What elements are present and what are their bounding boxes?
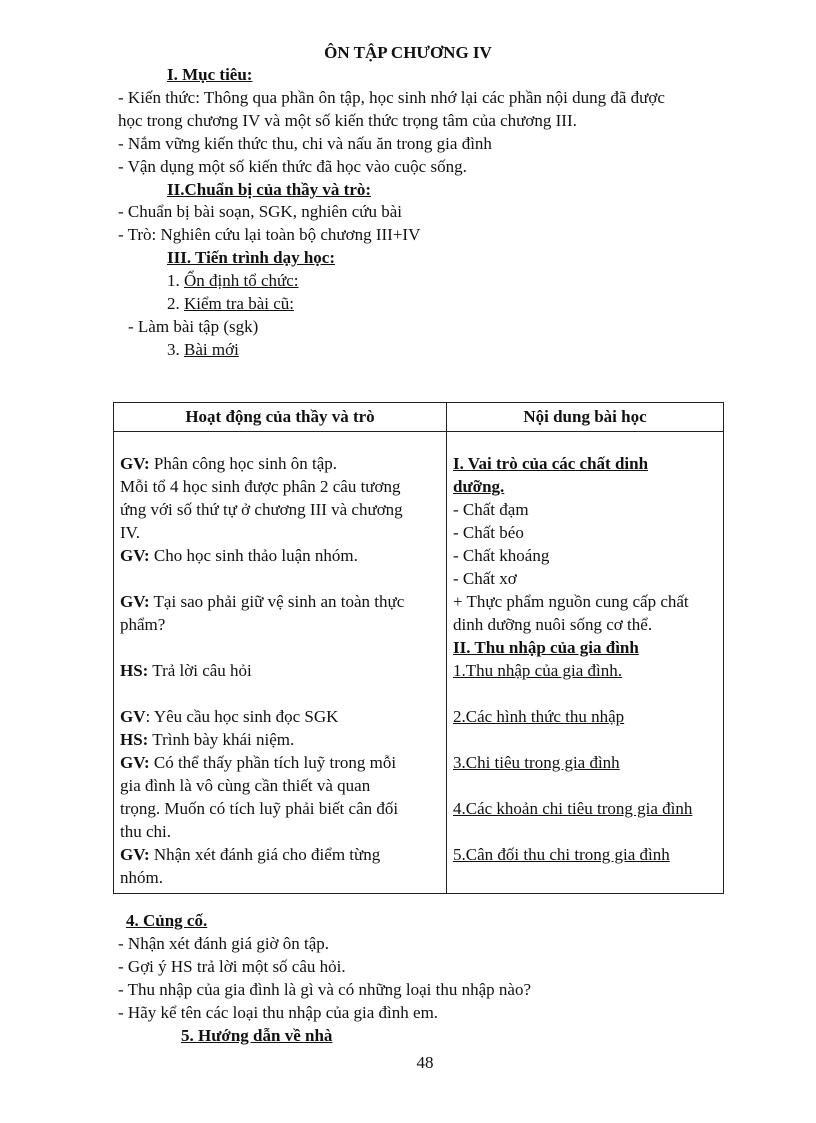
objective-line-1: - Kiến thức: Thông qua phần ôn tập, học sinh nhớ lại các phần nội dung đã được xyxy=(118,88,665,107)
content-sub-1: 1.Thu nhập của gia đình. xyxy=(453,661,623,680)
section-3-heading: III. Tiến trình dạy học: xyxy=(167,248,335,267)
section-4-heading: 4. Củng cố. xyxy=(126,911,208,930)
activity-gv-1: GV: Phân công học sinh ôn tập. xyxy=(120,454,338,473)
activity-text: nhóm. xyxy=(120,868,163,887)
content-heading-1-cont: dưỡng. xyxy=(453,477,505,496)
step-1 xyxy=(167,270,299,291)
page-title: ÔN TẬP CHƯƠNG IV xyxy=(324,43,492,62)
activity-text: Mỗi tổ 4 học sinh được phân 2 câu tương xyxy=(120,477,401,496)
content-note: + Thực phẩm nguồn cung cấp chất xyxy=(453,592,689,611)
step-3 xyxy=(167,339,239,360)
activity-text: ứng với số thứ tự ở chương III và chương xyxy=(120,500,403,519)
content-heading-2: II. Thu nhập của gia đình xyxy=(453,638,639,657)
content-note: dinh dưỡng nuôi sống cơ thể. xyxy=(453,615,653,634)
activity-text: trọng. Muốn có tích luỹ phải biết cân đối xyxy=(120,799,399,818)
objective-line-3: - Nắm vững kiến thức thu, chi và nấu ăn trong gia đình xyxy=(118,134,492,153)
content-heading-1: I. Vai trò của các chất dinh xyxy=(453,454,649,473)
content-cell xyxy=(447,432,724,894)
activity-hs-2: HS: Trình bày khái niệm. xyxy=(120,730,295,749)
activity-gv-4: GV: Yêu cầu học sinh đọc SGK xyxy=(120,707,339,726)
table-body-row xyxy=(114,432,724,894)
content-sub-4: 4.Các khoản chi tiêu trong gia đình xyxy=(453,799,693,818)
homework-line: - Làm bài tập (sgk) xyxy=(128,317,259,336)
section-2-heading: II.Chuẩn bị của thầy và trò: xyxy=(167,180,372,199)
activity-text: thu chi. xyxy=(120,822,171,841)
content-sub-5: 5.Cân đối thu chi trong gia đình xyxy=(453,845,670,864)
preparation-line-2: - Trò: Nghiên cứu lại toàn bộ chương III+IV xyxy=(118,225,421,244)
activity-gv-3: GV: Tại sao phải giữ vệ sinh an toàn thực xyxy=(120,592,405,611)
activity-text: IV. xyxy=(120,523,140,542)
activities-cell xyxy=(114,432,447,894)
activity-text: gia đình là vô cùng cần thiết và quan xyxy=(120,776,371,795)
step-2-text: Kiểm tra bài cũ: xyxy=(184,294,294,313)
nutrient-item: - Chất khoáng xyxy=(453,546,550,565)
activity-gv-6: GV: Nhận xét đánh giá cho điểm từng xyxy=(120,845,381,864)
step-2 xyxy=(167,293,294,314)
page-number: 48 xyxy=(416,1053,434,1072)
activity-hs-1: HS: Trả lời câu hỏi xyxy=(120,661,252,680)
nutrient-item: - Chất đạm xyxy=(453,500,529,519)
section-1-heading: I. Mục tiêu: xyxy=(167,65,253,84)
objective-line-4: - Vận dụng một số kiến thức đã học vào cuộc sống. xyxy=(118,157,467,176)
consolidation-line-1: - Nhận xét đánh giá giờ ôn tập. xyxy=(118,934,330,953)
preparation-line-1: - Chuẩn bị bài soạn, SGK, nghiên cứu bài xyxy=(118,202,403,221)
header-content: Nội dung bài học xyxy=(447,403,724,432)
step-3-text: Bài mới xyxy=(184,340,239,359)
nutrient-item: - Chất béo xyxy=(453,523,524,542)
nutrient-item: - Chất xơ xyxy=(453,569,517,588)
objective-line-2: học trong chương IV và một số kiến thức trọng tâm của chương III. xyxy=(118,111,577,130)
consolidation-line-4: - Hãy kể tên các loại thu nhập của gia đình em. xyxy=(118,1003,439,1022)
step-3-number: 3. xyxy=(167,340,180,359)
consolidation-line-3: - Thu nhập của gia đình là gì và có những loại thu nhập nào? xyxy=(118,980,532,999)
header-activities: Hoạt động của thầy và trò xyxy=(114,403,447,432)
activity-gv-2: GV: Cho học sinh thảo luận nhóm. xyxy=(120,546,358,565)
table-header-row xyxy=(114,403,724,432)
step-2-number: 2. xyxy=(167,294,180,313)
activity-text: phẩm? xyxy=(120,615,166,634)
consolidation-line-2: - Gợi ý HS trả lời một số câu hỏi. xyxy=(118,957,346,976)
activity-gv-5: GV: Có thể thấy phần tích luỹ trong mỗi xyxy=(120,753,397,772)
section-5-heading: 5. Hướng dẫn về nhà xyxy=(181,1026,333,1045)
content-sub-3: 3.Chi tiêu trong gia đình xyxy=(453,753,620,772)
step-1-number: 1. xyxy=(167,271,180,290)
lesson-table xyxy=(113,402,724,894)
content-sub-2: 2.Các hình thức thu nhập xyxy=(453,707,625,726)
step-1-text: Ổn định tổ chức: xyxy=(184,271,299,290)
